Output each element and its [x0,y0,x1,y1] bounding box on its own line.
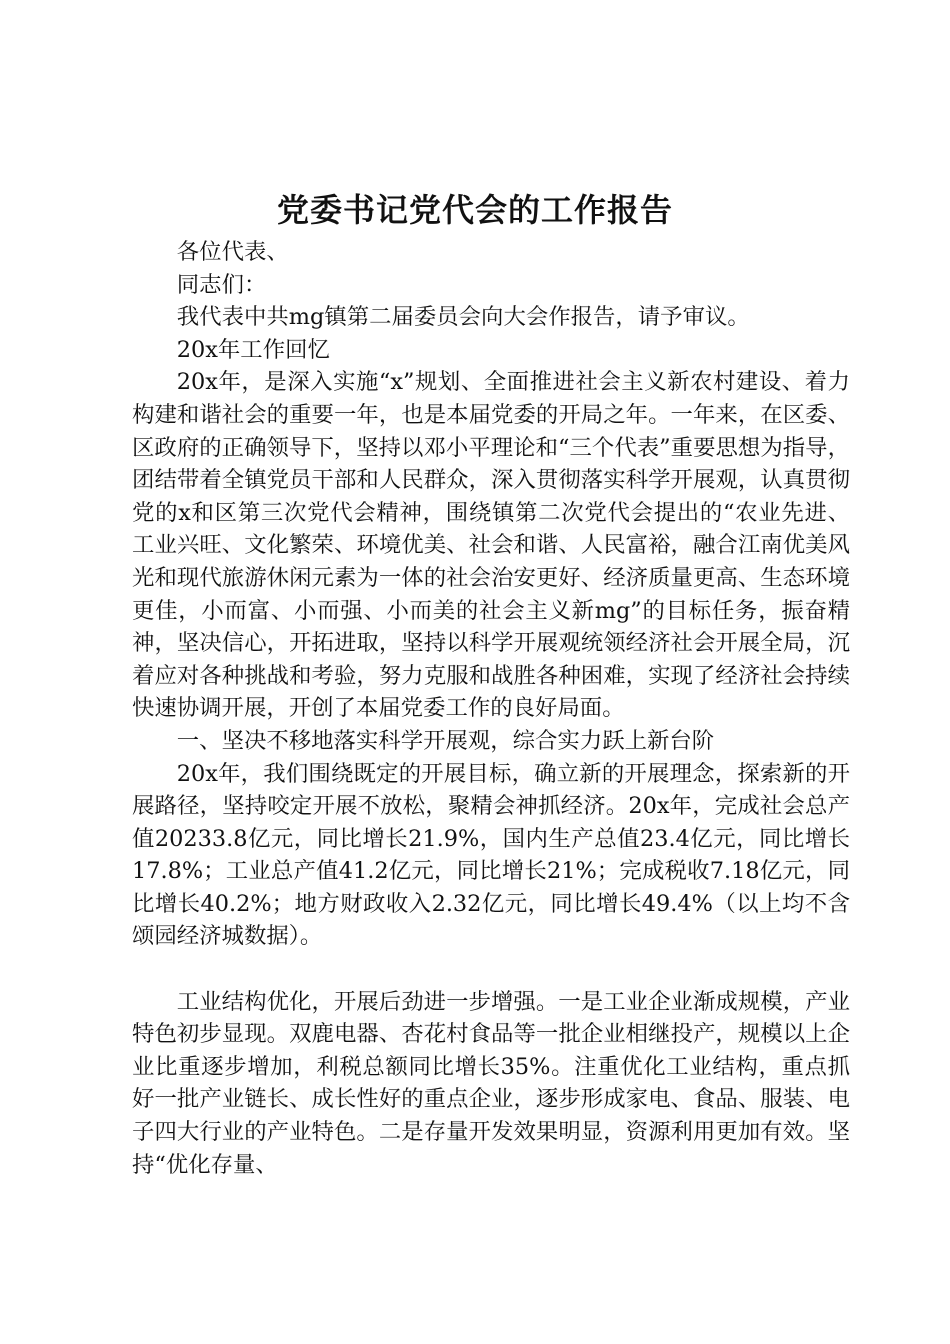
salutation-line: 同志们： [176,271,267,298]
paragraph: 20x年，是深入实施“x”规划、全面推进社会主义新农村建设、着力构建和谐社会的重要一年，也是本届党委的开局之年。一年来，在区委、区政府的正确领导下，坚持以邓小平理论和“三个代表”重要思想为指导，团结带着全镇党员干部和人民群众，深入贯彻落实科学开展观，认真贯彻党的x和区第三次党代会精神，围绕镇第二次党代会提出的“农业先进、工业兴旺、文化繁荣、环境优美、社会和谐、人民富裕，融合江南优美风光和现代旅游休闲元素为一体的社会治安更好、经济质量更高、生态环境更佳，小而富、小而强、小而美的社会主义新mg”的目标任务，振奋精神，坚决信心，开拓进取，坚持以科学开展观统领经济社会开展全局，沉着应对各种挑战和考验，努力克服和战胜各种困难，实现了经济社会持续快速协调开展，开创了本届党委工作的良好局面。 [132,369,850,722]
paragraph: 20x年，我们围绕既定的开展目标，确立新的开展理念，探索新的开展路径，坚持咬定开展不放松，聚精会神抓经济。20x年，完成社会总产值20233.8亿元，同比增长21.9%，国内生产总值23.4亿元，同比增长17.8%；工业总产值41.2亿元，同比增长21%；完成税收7.18亿元，同比增长40.2%；地方财政收入2.32亿元，同比增长49.4%（以上均不含颂园经济城数据）。 [132,760,850,950]
document-title: 党委书记党代会的工作报告 [276,191,673,229]
section-heading: 20x年工作回忆 [176,336,330,363]
section-heading: 一、坚决不移地落实科学开展观，综合实力跃上新台阶 [176,727,715,754]
document-body [132,236,850,1181]
salutation-line: 各位代表、 [176,239,289,265]
paragraph: 我代表中共mg镇第二届委员会向大会作报告，请予审议。 [176,304,750,331]
paragraph: 工业结构优化，开展后劲进一步增强。一是工业企业渐成规模，产业特色初步显现。双鹿电器、杏花村食品等一批企业相继投产，规模以上企业比重逐步增加，利税总额同比增长35%。注重优化工业结构，重点抓好一批产业链长、成长性好的重点企业，逐步形成家电、食品、服装、电子四大行业的产业特色。二是存量开发效果明显，资源利用更加有效。坚持“优化存量、 [132,988,850,1178]
